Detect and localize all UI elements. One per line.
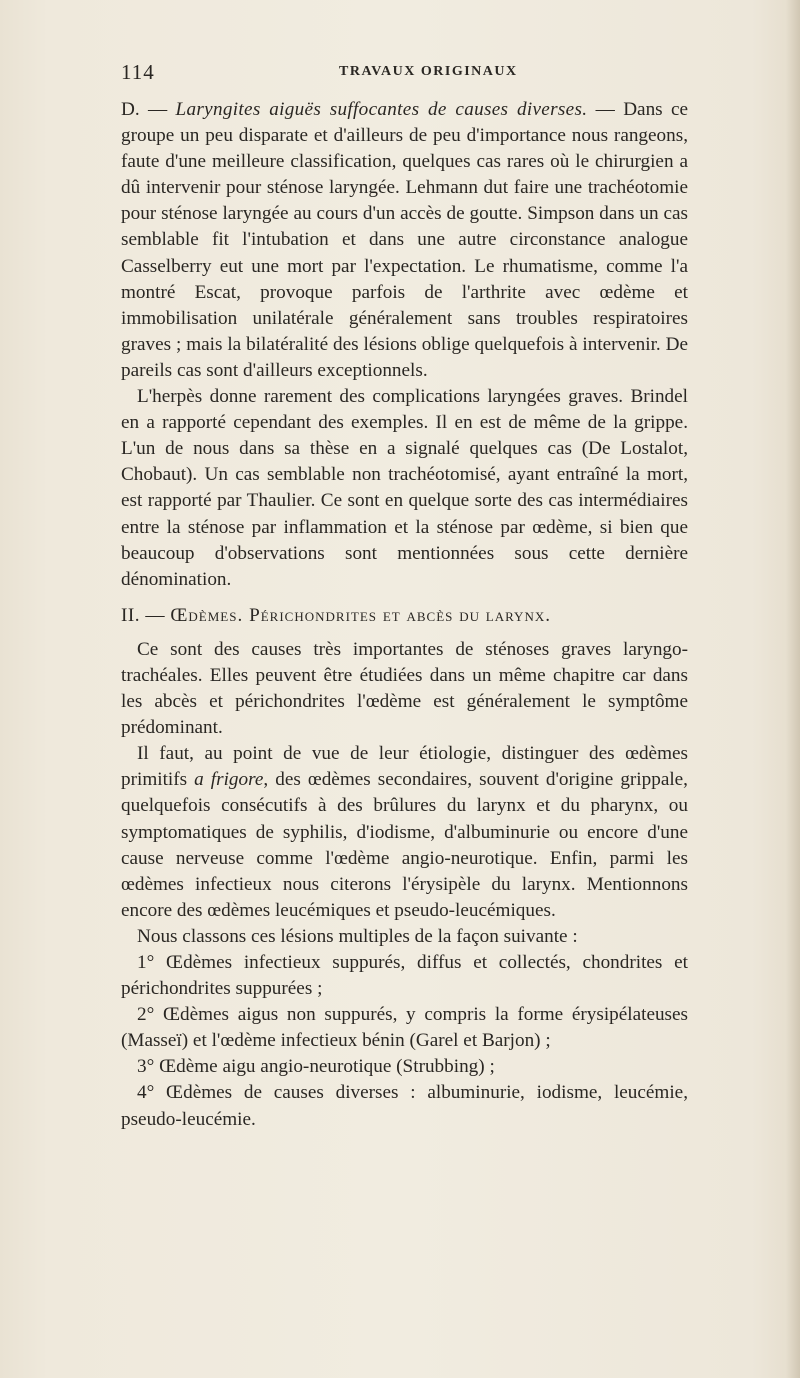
page-header xyxy=(121,60,681,90)
list-item: 3° Œdème aigu angio-neurotique (Strubbing) ; xyxy=(137,1056,495,1078)
etiologie-italic: a frigore xyxy=(194,769,264,791)
etiologie-after: , des œdèmes secondaires, souvent d'origine grippale, quelquefois consécutifs à des brûlures du larynx et du pharynx, ou symptomatiques de syphilis, d'iodisme, d'albuminurie ou encore d'une cause nerveuse comme l'œdème angio-neurotique. Enfin, parmi les œdèmes infectieux nous citerons l'érysipèle du larynx. Mentionnons encore des œdèmes leucémiques et pseudo-leucémiques. xyxy=(121,769,688,921)
paragraph-herpes: L'herpès donne rarement des complications laryngées graves. Brindel en a rapporté cependant des exemples. Il en est de même de la grippe. L'un de nous dans sa thèse en a signalé quelques cas (De Lostalot, Chobaut). Un cas semblable non trachéotomisé, ayant entraîné la mort, est rapporté par Thaulier. Ce sont en quelque sorte des cas intermédiaires entre la sténose par inflammation et la sténose par œdème, si bien que beaucoup d'observations sont mentionnées sous cette dernière dénomination. xyxy=(121,386,688,590)
section-d-dash: — xyxy=(587,99,624,120)
section-ii-heading xyxy=(121,603,688,629)
etiologie-before: Il faut, au point de vue de leur étiologie, distinguer des œdèmes primitifs xyxy=(121,743,688,791)
section-d-paragraph xyxy=(121,97,688,384)
section-ii-title: Œdèmes. Périchondrites et abcès du larynx. xyxy=(170,604,552,626)
section-ii-number: II. — xyxy=(121,604,171,626)
paragraph-classons: Nous classons ces lésions multiples de la façon suivante : xyxy=(137,925,578,947)
page-number: 114 xyxy=(121,60,155,84)
list-item: 2° Œdèmes aigus non suppurés, y compris la forme érysipélateuses (Masseï) et l'œdème infectieux bénin (Garel et Barjon) ; xyxy=(121,1004,688,1052)
section-d-title: Laryngites aiguës suffocantes de causes diverses. xyxy=(175,99,588,120)
list-item: 4° Œdèmes de causes diverses : albuminurie, iodisme, leucémie, pseudo-leucémie. xyxy=(121,1082,688,1130)
section-d-text: Dans ce groupe un peu disparate et d'ailleurs de peu d'importance nous rangeons, faute d'une meilleure classification, quelques cas rares où le chirurgien a dû intervenir pour sténose laryngée. Lehmann dut faire une trachéotomie pour sténose laryngée au cours d'un accès de goutte. Simpson dans un cas semblable fit l'intubation et dans une autre circonstance analogue Casselberry eut une mort par l'expectation. Le rhumatisme, comme l'a montré Escat, provoque parfois de l'arthrite avec œdème et immobilisation unilatérale généralement sans troubles respiratoires graves ; mais la bilatéralité des lésions oblige quelquefois à intervenir. De pareils cas sont d'ailleurs exceptionnels. xyxy=(121,99,689,381)
paragraph-etiologie xyxy=(121,741,688,924)
section-d-label: D. — xyxy=(121,99,176,120)
list-item: 1° Œdèmes infectieux suppurés, diffus et collectés, chondrites et périchondrites suppurées ; xyxy=(121,952,688,1000)
page-body xyxy=(121,97,688,1133)
paragraph-causes: Ce sont des causes très importantes de sténoses graves laryngo-trachéales. Elles peuvent être étudiées dans un même chapitre car dans les abcès et périchondrites l'œdème est généralement le symptôme prédominant. xyxy=(121,638,688,739)
running-head: TRAVAUX ORIGINAUX xyxy=(339,64,518,79)
